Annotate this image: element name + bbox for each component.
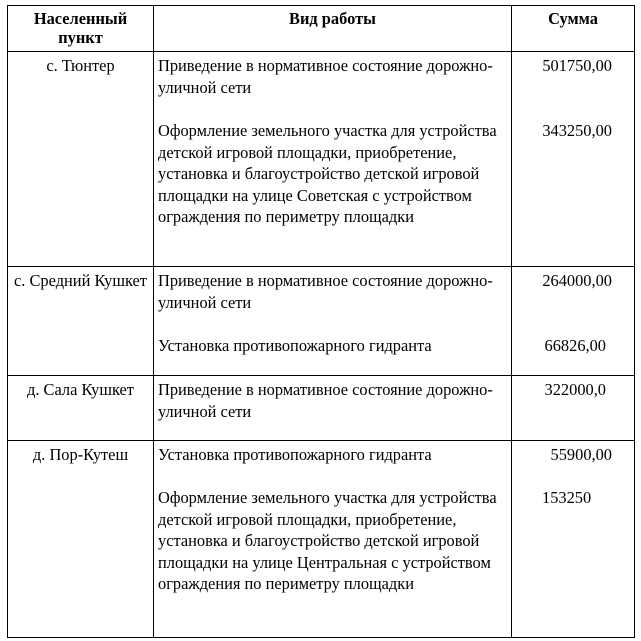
table-row [8, 441, 635, 638]
header-place: Населенный пункт [8, 6, 154, 52]
work-item: Оформление земельного участка для устройства детской игровой площадки, приобретение, установка и благоустройство детской игровой площадки на улице Советская с устройством ограждения по периметру площадки [158, 121, 497, 227]
amount-cell [512, 376, 635, 441]
amount-value: 66826,00 [544, 336, 606, 355]
work-cell [154, 52, 512, 267]
header-row [8, 6, 635, 52]
work-item: Установка противопожарного гидранта [158, 336, 432, 355]
work-cell [154, 376, 512, 441]
amount-value: 501750,00 [542, 56, 612, 75]
amount-cell [512, 441, 635, 638]
amount-value: 153250 [542, 488, 592, 507]
budget-table [7, 5, 635, 638]
amount-value: 322000,0 [544, 380, 606, 399]
table-row [8, 267, 635, 376]
place-cell: с. Средний Кушкет [8, 267, 154, 376]
work-item: Установка противопожарного гидранта [158, 445, 432, 464]
amount-value: 55900,00 [550, 445, 612, 464]
work-cell [154, 267, 512, 376]
place-cell: д. Сала Кушкет [8, 376, 154, 441]
work-item: Приведение в нормативное состояние дорожно-уличной сети [158, 380, 493, 421]
amount-value: 264000,00 [542, 271, 612, 290]
work-item: Приведение в нормативное состояние дорожно-уличной сети [158, 56, 493, 97]
table-row [8, 52, 635, 267]
amount-cell [512, 52, 635, 267]
table-row [8, 376, 635, 441]
header-work: Вид работы [154, 6, 512, 52]
work-cell [154, 441, 512, 638]
place-cell: д. Пор-Кутеш [8, 441, 154, 638]
work-item: Приведение в нормативное состояние дорожно-уличной сети [158, 271, 493, 312]
place-cell: с. Тюнтер [8, 52, 154, 267]
work-item: Оформление земельного участка для устройства детской игровой площадки, приобретение, установка и благоустройство детской игровой площадки на улице Центральная с устройством ограждения по периметру площадки [158, 488, 497, 594]
header-amount: Сумма [512, 6, 635, 52]
amount-cell [512, 267, 635, 376]
amount-value: 343250,00 [542, 121, 612, 140]
